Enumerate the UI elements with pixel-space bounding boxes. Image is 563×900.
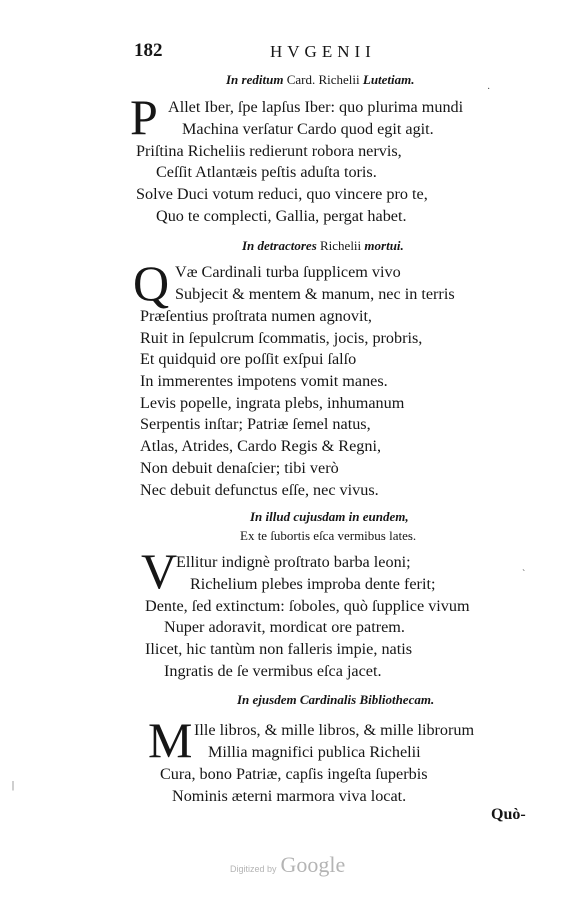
- running-head: HVGENII: [270, 42, 376, 61]
- poem-2-title: [242, 238, 404, 254]
- poem-1-title-part: Card. Richelii: [283, 72, 363, 87]
- poem-4-line: Millia magnifici publica Richelii: [208, 743, 421, 761]
- poem-3-line: Ellitur indignè proſtrato barba leoni;: [176, 553, 411, 571]
- poem-1-line: Ceſſit Atlantæis peſtis aduſta toris.: [156, 163, 377, 181]
- poem-1-line: Quo te complecti, Gallia, pergat habet.: [156, 207, 407, 225]
- poem-1-dropcap: P: [130, 89, 158, 145]
- poem-4-title: [237, 692, 434, 708]
- poem-1-line: Solve Duci votum reduci, quo vincere pro te,: [136, 185, 428, 203]
- speck-mark: ·: [487, 84, 491, 95]
- poem-2-line: In immerentes impotens vomit manes.: [140, 372, 388, 390]
- google-logo: Google: [280, 852, 346, 877]
- catchword: Quò-: [491, 806, 526, 823]
- poem-3-title: [250, 509, 409, 525]
- digitized-watermark: [230, 852, 345, 878]
- poem-4-line: Nominis æterni marmora viva locat.: [172, 787, 407, 805]
- speck-mark: |: [12, 780, 15, 791]
- poem-3-line: Dente, ſed extinctum: ſoboles, quò ſupplice vivum: [145, 597, 470, 615]
- poem-3-line: Ilicet, hic tantùm non falleris impie, natis: [145, 640, 413, 658]
- poem-1-line: Priſtina Richeliis redierunt robora nervis,: [136, 142, 402, 160]
- page-number: 182: [134, 40, 163, 61]
- poem-2-title-part: mortui.: [364, 238, 404, 253]
- poem-2-line: Præſentius proſtrata numen agnovit,: [140, 307, 372, 325]
- poem-2-line: Atlas, Atrides, Cardo Regis & Regni,: [140, 437, 381, 455]
- poem-2-title-part: Richelii: [316, 238, 365, 253]
- poem-2-line: Levis popelle, ingrata plebs, inhumanum: [140, 394, 405, 412]
- page-header: [134, 40, 534, 64]
- poem-4-line: Ille libros, & mille libros, & mille librorum: [194, 721, 475, 739]
- poem-2-dropcap: Q: [133, 255, 170, 311]
- poem-2-line: Subjecit & mentem & manum, nec in terris: [175, 285, 455, 303]
- poem-2-title-part: In detractores: [242, 238, 317, 253]
- poem-2-line: Ruit in ſepulcrum ſcommatis, jocis, probris,: [140, 329, 423, 347]
- poem-4-title-part: In ejusdem Cardinalis Bibliothecam.: [237, 692, 435, 707]
- poem-3-line: Ingratis de ſe vermibus eſca jacet.: [164, 662, 382, 680]
- poem-3-title-part: In illud cujusdam in eundem,: [250, 509, 409, 524]
- poem-2-line: Et quidquid ore poſſit exſpui ſalſo: [140, 350, 357, 368]
- poem-1-line: Allet Iber, ſpe lapſus Iber: quo plurima mundi: [168, 98, 464, 116]
- poem-1-title: [226, 72, 415, 88]
- poem-4-line: Cura, bono Patriæ, capſis ingeſta ſuperbis: [160, 765, 428, 783]
- digitized-prefix: Digitized by: [230, 864, 277, 874]
- poem-3-line: Richelium plebes improba dente ferit;: [190, 575, 436, 593]
- poem-2-line: Serpentis inſtar; Patriæ ſemel natus,: [140, 415, 371, 433]
- poem-2-line: Nec debuit defunctus eſſe, nec vivus.: [140, 481, 379, 499]
- poem-2-line: Væ Cardinali turba ſupplicem vivo: [175, 263, 401, 281]
- poem-3-subtitle: Ex te ſubortis eſca vermibus lates.: [240, 528, 417, 543]
- speck-mark: ˋ: [522, 569, 526, 580]
- poem-3-line: Nuper adoravit, mordicat ore patrem.: [164, 618, 405, 636]
- poem-1-title-part: Lutetiam.: [362, 72, 415, 87]
- poem-2-line: Non debuit denaſcier; tibi verò: [140, 459, 339, 477]
- poem-4-dropcap: M: [148, 712, 193, 768]
- poem-3-dropcap: V: [141, 543, 178, 599]
- poem-1-line: Machina verſatur Cardo quod egit agit.: [182, 120, 434, 138]
- poem-1-title-part: In reditum: [226, 72, 284, 87]
